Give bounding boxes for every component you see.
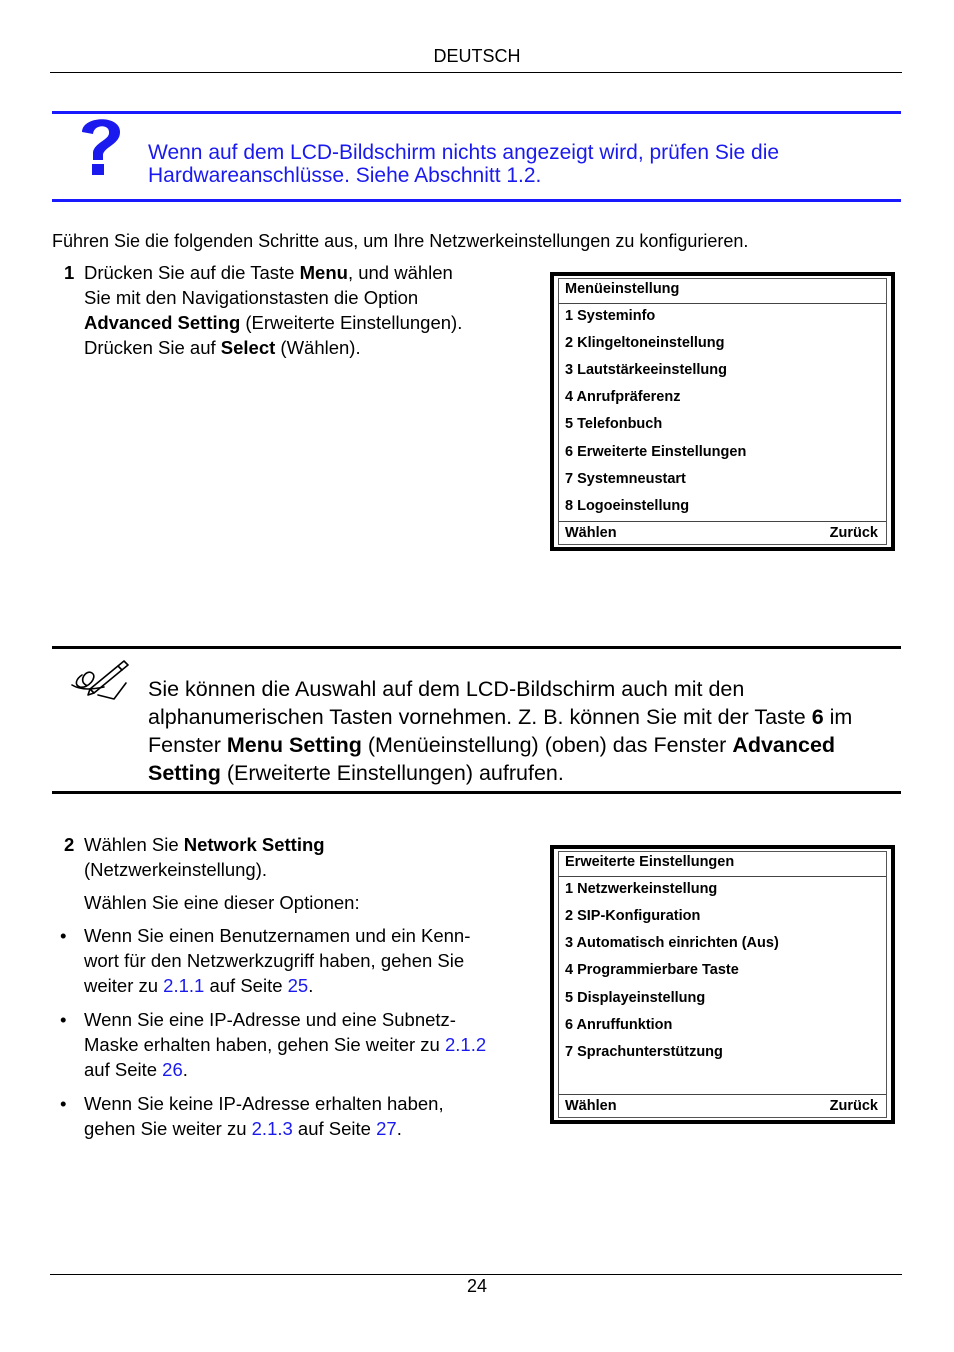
bullet-3-l2b: auf Seite xyxy=(292,1118,377,1139)
pen-note-advanced: Advanced xyxy=(732,733,836,757)
bullet-3-l2c: . xyxy=(396,1118,402,1139)
lcd-1-item: 8 Logoeinstellung xyxy=(565,498,690,514)
question-note-line1: Wenn auf dem LCD-Bildschirm nichts angezeigt wird, prüfen Sie die xyxy=(148,141,780,164)
lcd-1-title-divider xyxy=(559,303,886,304)
lcd-2-item: 1 Netzwerkeinstellung xyxy=(565,881,718,897)
lcd-1-left-softkey: Wählen xyxy=(565,525,617,541)
question-note-line2: Hardwareanschlüsse. Siehe Abschnitt 1.2. xyxy=(148,164,542,187)
link-section-2-1-1[interactable]: 2.1.1 xyxy=(163,975,205,996)
pen-note-l2a: alphanumerischen Tasten vornehmen. Z. B. können Sie mit der Taste xyxy=(148,705,812,729)
lcd-1-item: 4 Anrufpräferenz xyxy=(565,389,681,405)
bullet-3-line1: Wenn Sie keine IP-Adresse erhalten haben, xyxy=(84,1093,444,1114)
page-number: 24 xyxy=(466,1276,488,1296)
lcd-2-title-divider xyxy=(559,876,886,877)
step-2-t1: Wählen Sie xyxy=(84,834,184,855)
bullet-1-l3c: . xyxy=(308,975,314,996)
lcd-1-footer-divider xyxy=(559,521,886,522)
pen-note-menu-setting: Menu Setting xyxy=(226,733,362,757)
lcd-2-item: 5 Displayeinstellung xyxy=(565,990,706,1006)
pen-note-l3c: (Menüeinstellung) (oben) das Fenster xyxy=(361,733,733,757)
step-1-number: 1 xyxy=(64,262,75,283)
note-top-rule xyxy=(52,111,901,114)
lcd-2-item: 2 SIP-Konfiguration xyxy=(565,908,701,924)
bullet-1-l3a: weiter zu xyxy=(84,975,164,996)
link-section-2-1-3[interactable]: 2.1.3 xyxy=(251,1118,293,1139)
pen-note-top-rule xyxy=(52,646,901,649)
bullet-2-line1: Wenn Sie eine IP-Adresse und eine Subnetz- xyxy=(84,1009,456,1030)
step-1-select-key: Select xyxy=(220,337,276,358)
step-2-network-setting: Network Setting xyxy=(183,834,325,855)
bullet-1-line2: wort für den Netzwerkzugriff haben, gehen Sie xyxy=(84,950,465,971)
bullet-2-l3a: auf Seite xyxy=(84,1059,163,1080)
bullet-dot: • xyxy=(60,1009,67,1030)
step-1-advanced-setting: Advanced Setting xyxy=(84,312,241,333)
step-1-t6: (Wählen). xyxy=(275,337,361,358)
bullet-dot: • xyxy=(60,925,67,946)
lcd-1-item: 5 Telefonbuch xyxy=(565,416,663,432)
pen-note-text xyxy=(148,675,900,787)
bullet-3-l2a: gehen Sie weiter zu xyxy=(84,1118,252,1139)
note-bottom-rule xyxy=(52,199,901,202)
intro-paragraph: Führen Sie die folgenden Schritte aus, um Ihre Netzwerkeinstellungen zu konfigurieren. xyxy=(52,231,749,251)
header-language: DEUTSCH xyxy=(433,46,521,66)
lcd-1-item: 7 Systemneustart xyxy=(565,471,686,487)
pen-note-key-6: 6 xyxy=(811,705,824,729)
pen-note-l2c: im xyxy=(823,705,853,729)
step-2-t3: Wählen Sie eine dieser Optionen: xyxy=(84,892,360,913)
bullet-2-l3b: . xyxy=(182,1059,188,1080)
lcd-1-item: 1 Systeminfo xyxy=(565,308,656,324)
link-page-26[interactable]: 26 xyxy=(162,1059,183,1080)
pen-note-l4b: (Erweiterte Einstellungen) aufrufen. xyxy=(220,761,564,785)
step-1-t5: Drücken Sie auf xyxy=(84,337,221,358)
lcd-2-footer-divider xyxy=(559,1094,886,1095)
pen-note-setting: Setting xyxy=(148,761,221,785)
lcd-1-frame xyxy=(558,278,887,545)
question-mark-icon xyxy=(72,110,132,180)
step-2-t2: (Netzwerkeinstellung). xyxy=(84,859,268,880)
lcd-2-frame xyxy=(558,851,887,1118)
bullet-1-l3b: auf Seite xyxy=(204,975,288,996)
header-rule xyxy=(50,72,902,73)
step-1-text xyxy=(84,260,534,360)
pen-note-bottom-rule xyxy=(52,791,901,794)
step-1-t1: Drücken Sie auf die Taste xyxy=(84,262,300,283)
lcd-2-item: 7 Sprachunterstützung xyxy=(565,1044,723,1060)
lcd-1-item: 3 Lautstärkeeinstellung xyxy=(565,362,727,378)
lcd-2-right-softkey: Zurück xyxy=(829,1098,878,1114)
lcd-2-item: 6 Anruffunktion xyxy=(565,1017,673,1033)
step-1-t4: (Erweiterte Einstellungen). xyxy=(240,312,463,333)
lcd-screen-menu-setting xyxy=(550,272,895,551)
bullet-1-line1: Wenn Sie einen Benutzernamen und ein Kenn- xyxy=(84,925,471,946)
link-page-25[interactable]: 25 xyxy=(287,975,309,996)
lcd-screen-advanced-setting xyxy=(550,845,895,1124)
pen-note-l3a: Fenster xyxy=(148,733,227,757)
footer-rule xyxy=(50,1274,902,1275)
link-page-27[interactable]: 27 xyxy=(376,1118,397,1139)
step-1-menu-key: Menu xyxy=(299,262,348,283)
pen-note-icon xyxy=(68,655,130,701)
step-1-t3: Sie mit den Navigationstasten die Option xyxy=(84,287,419,308)
lcd-2-left-softkey: Wählen xyxy=(565,1098,617,1114)
lcd-2-item: 4 Programmierbare Taste xyxy=(565,962,739,978)
lcd-1-title: Menüeinstellung xyxy=(565,281,680,297)
link-section-2-1-2[interactable]: 2.1.2 xyxy=(444,1034,487,1055)
bullet-2-l2a: Maske erhalten haben, gehen Sie weiter zu xyxy=(84,1034,445,1055)
pen-note-line1: Sie können die Auswahl auf dem LCD-Bildschirm auch mit den xyxy=(148,677,745,701)
step-1-t2: , und wählen xyxy=(347,262,453,283)
lcd-2-title: Erweiterte Einstellungen xyxy=(565,854,735,870)
question-note-text xyxy=(148,141,868,187)
step-2-number: 2 xyxy=(64,834,75,855)
lcd-2-item: 3 Automatisch einrichten (Aus) xyxy=(565,935,779,951)
bullet-dot: • xyxy=(60,1093,67,1114)
lcd-1-item: 2 Klingeltoneinstellung xyxy=(565,335,725,351)
step-2-text xyxy=(84,832,534,915)
lcd-1-right-softkey: Zurück xyxy=(829,525,878,541)
lcd-1-item: 6 Erweiterte Einstellungen xyxy=(565,444,747,460)
